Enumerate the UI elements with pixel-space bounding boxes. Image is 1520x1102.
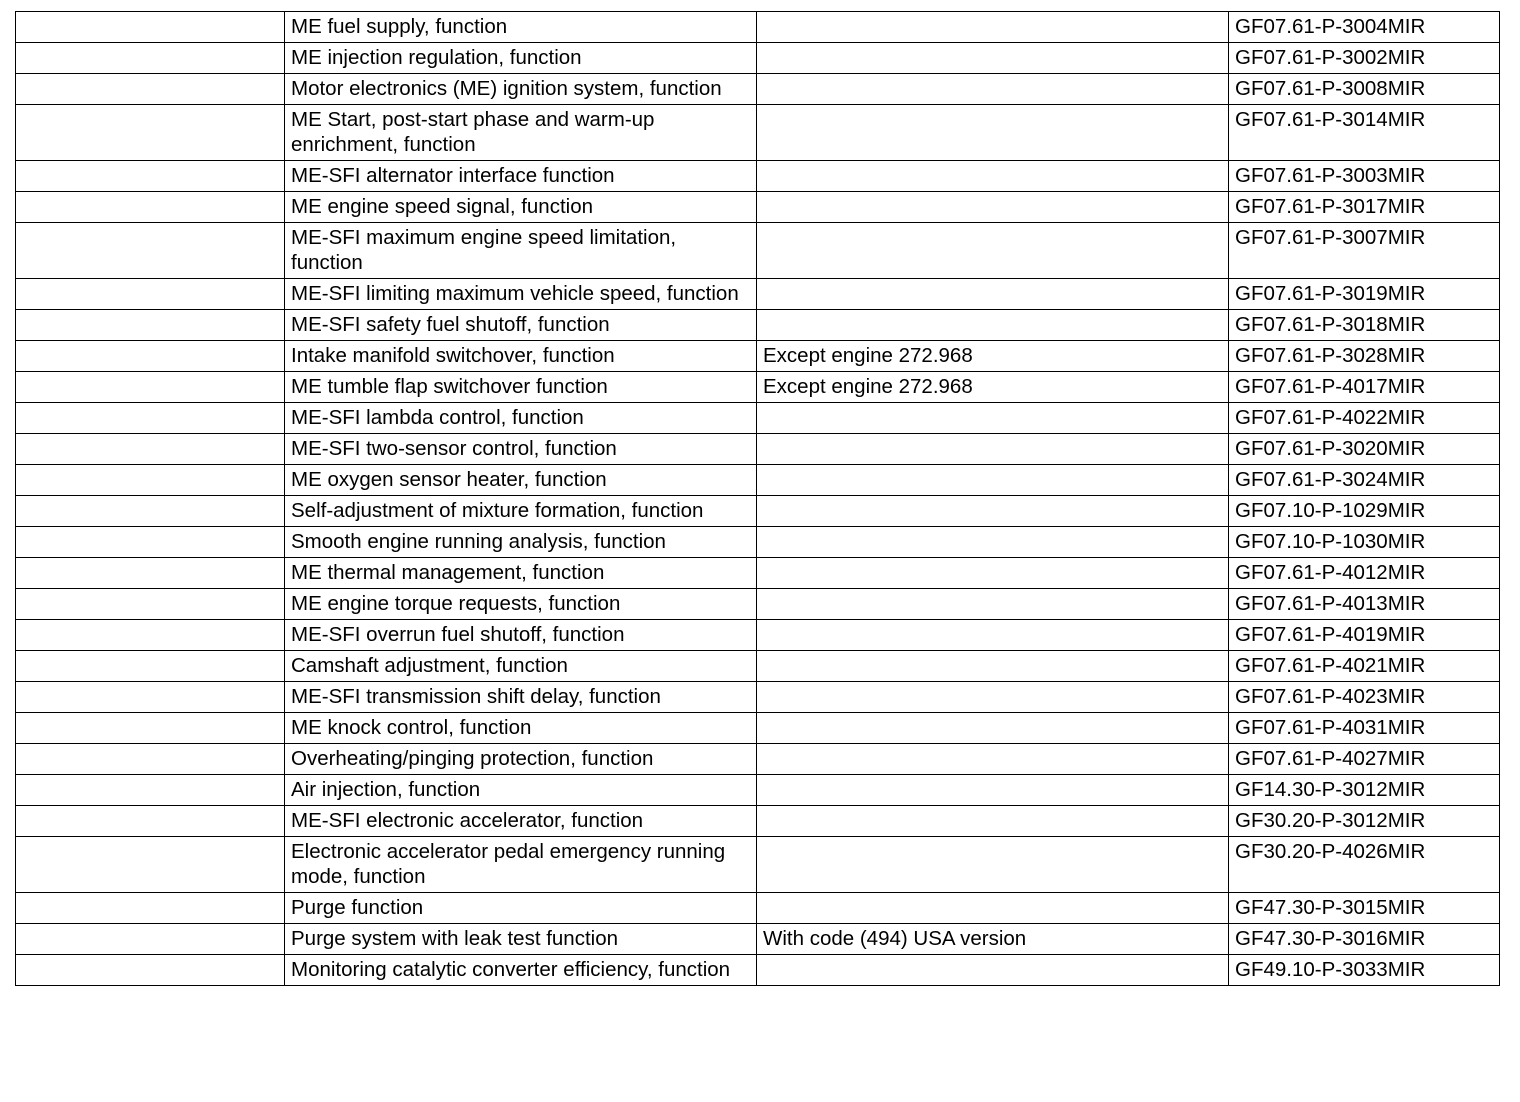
condition-cell — [757, 223, 1229, 279]
function-cell: ME thermal management, function — [285, 558, 757, 589]
table-row — [16, 527, 1500, 558]
function-cell: ME-SFI limiting maximum vehicle speed, function — [285, 279, 757, 310]
blank-cell — [16, 403, 285, 434]
function-cell: ME-SFI lambda control, function — [285, 403, 757, 434]
function-cell: Purge system with leak test function — [285, 924, 757, 955]
condition-cell — [757, 434, 1229, 465]
condition-cell — [757, 955, 1229, 986]
blank-cell — [16, 682, 285, 713]
table-row — [16, 341, 1500, 372]
function-cell: Motor electronics (ME) ignition system, function — [285, 74, 757, 105]
table-row — [16, 775, 1500, 806]
condition-cell — [757, 310, 1229, 341]
table-row — [16, 279, 1500, 310]
blank-cell — [16, 955, 285, 986]
document-number-cell: GF47.30-P-3015MIR — [1229, 893, 1500, 924]
blank-cell — [16, 558, 285, 589]
table-row — [16, 620, 1500, 651]
document-number-cell: GF07.61-P-3020MIR — [1229, 434, 1500, 465]
function-cell: ME-SFI maximum engine speed limitation, function — [285, 223, 757, 279]
blank-cell — [16, 465, 285, 496]
condition-cell — [757, 192, 1229, 223]
condition-cell — [757, 527, 1229, 558]
condition-cell — [757, 12, 1229, 43]
function-cell: ME oxygen sensor heater, function — [285, 465, 757, 496]
function-cell: ME-SFI two-sensor control, function — [285, 434, 757, 465]
function-cell: ME-SFI overrun fuel shutoff, function — [285, 620, 757, 651]
function-cell: ME-SFI transmission shift delay, function — [285, 682, 757, 713]
blank-cell — [16, 893, 285, 924]
blank-cell — [16, 12, 285, 43]
table-row — [16, 924, 1500, 955]
blank-cell — [16, 74, 285, 105]
condition-cell: Except engine 272.968 — [757, 372, 1229, 403]
document-number-cell: GF07.61-P-4022MIR — [1229, 403, 1500, 434]
function-cell: Electronic accelerator pedal emergency running mode, function — [285, 837, 757, 893]
blank-cell — [16, 806, 285, 837]
blank-cell — [16, 924, 285, 955]
table-row — [16, 713, 1500, 744]
condition-cell — [757, 43, 1229, 74]
document-number-cell: GF07.61-P-3017MIR — [1229, 192, 1500, 223]
condition-cell — [757, 744, 1229, 775]
function-cell: ME-SFI safety fuel shutoff, function — [285, 310, 757, 341]
condition-cell — [757, 620, 1229, 651]
condition-cell — [757, 893, 1229, 924]
document-number-cell: GF07.61-P-3007MIR — [1229, 223, 1500, 279]
function-cell: Intake manifold switchover, function — [285, 341, 757, 372]
condition-cell — [757, 806, 1229, 837]
condition-cell — [757, 74, 1229, 105]
document-number-cell: GF07.61-P-3018MIR — [1229, 310, 1500, 341]
table-row — [16, 310, 1500, 341]
function-cell: ME Start, post-start phase and warm-up enrichment, function — [285, 105, 757, 161]
function-cell: ME engine speed signal, function — [285, 192, 757, 223]
table-row — [16, 893, 1500, 924]
condition-cell: With code (494) USA version — [757, 924, 1229, 955]
blank-cell — [16, 223, 285, 279]
blank-cell — [16, 310, 285, 341]
document-number-cell: GF07.61-P-4021MIR — [1229, 651, 1500, 682]
table-row — [16, 372, 1500, 403]
blank-cell — [16, 775, 285, 806]
document-number-cell: GF14.30-P-3012MIR — [1229, 775, 1500, 806]
document-number-cell: GF07.61-P-3003MIR — [1229, 161, 1500, 192]
blank-cell — [16, 837, 285, 893]
table-row — [16, 651, 1500, 682]
table-row — [16, 558, 1500, 589]
document-number-cell: GF07.61-P-3014MIR — [1229, 105, 1500, 161]
table-row — [16, 682, 1500, 713]
document-number-cell: GF07.10-P-1029MIR — [1229, 496, 1500, 527]
blank-cell — [16, 372, 285, 403]
blank-cell — [16, 43, 285, 74]
function-cell: ME-SFI alternator interface function — [285, 161, 757, 192]
table-row — [16, 465, 1500, 496]
condition-cell — [757, 651, 1229, 682]
table-row — [16, 43, 1500, 74]
blank-cell — [16, 105, 285, 161]
blank-cell — [16, 192, 285, 223]
document-number-cell: GF07.61-P-4017MIR — [1229, 372, 1500, 403]
table-row — [16, 161, 1500, 192]
blank-cell — [16, 496, 285, 527]
function-cell: Self-adjustment of mixture formation, function — [285, 496, 757, 527]
table-row — [16, 12, 1500, 43]
condition-cell — [757, 403, 1229, 434]
table-row — [16, 403, 1500, 434]
table-row — [16, 837, 1500, 893]
blank-cell — [16, 589, 285, 620]
blank-cell — [16, 527, 285, 558]
function-cell: Air injection, function — [285, 775, 757, 806]
blank-cell — [16, 161, 285, 192]
function-cell: Purge function — [285, 893, 757, 924]
table-row — [16, 589, 1500, 620]
table-row — [16, 955, 1500, 986]
table-row — [16, 434, 1500, 465]
document-number-cell: GF49.10-P-3033MIR — [1229, 955, 1500, 986]
condition-cell — [757, 496, 1229, 527]
condition-cell — [757, 589, 1229, 620]
table-row — [16, 744, 1500, 775]
condition-cell — [757, 161, 1229, 192]
condition-cell — [757, 465, 1229, 496]
blank-cell — [16, 620, 285, 651]
condition-cell — [757, 279, 1229, 310]
document-number-cell: GF07.61-P-3024MIR — [1229, 465, 1500, 496]
table-body — [16, 12, 1500, 986]
condition-cell — [757, 837, 1229, 893]
document-number-cell: GF07.61-P-3008MIR — [1229, 74, 1500, 105]
condition-cell — [757, 558, 1229, 589]
blank-cell — [16, 434, 285, 465]
document-number-cell: GF07.61-P-4019MIR — [1229, 620, 1500, 651]
function-cell: ME engine torque requests, function — [285, 589, 757, 620]
document-number-cell: GF07.61-P-3002MIR — [1229, 43, 1500, 74]
function-cell: Overheating/pinging protection, function — [285, 744, 757, 775]
condition-cell — [757, 105, 1229, 161]
document-number-cell: GF30.20-P-3012MIR — [1229, 806, 1500, 837]
document-number-cell: GF07.61-P-4031MIR — [1229, 713, 1500, 744]
table-row — [16, 105, 1500, 161]
document-number-cell: GF07.61-P-4023MIR — [1229, 682, 1500, 713]
function-cell: ME injection regulation, function — [285, 43, 757, 74]
document-number-cell: GF07.61-P-3019MIR — [1229, 279, 1500, 310]
blank-cell — [16, 279, 285, 310]
blank-cell — [16, 341, 285, 372]
function-cell: ME knock control, function — [285, 713, 757, 744]
blank-cell — [16, 744, 285, 775]
table-row — [16, 74, 1500, 105]
document-number-cell: GF07.61-P-4027MIR — [1229, 744, 1500, 775]
condition-cell — [757, 775, 1229, 806]
condition-cell: Except engine 272.968 — [757, 341, 1229, 372]
document-number-cell: GF07.61-P-4013MIR — [1229, 589, 1500, 620]
document-number-cell: GF07.61-P-4012MIR — [1229, 558, 1500, 589]
blank-cell — [16, 713, 285, 744]
table-row — [16, 223, 1500, 279]
condition-cell — [757, 713, 1229, 744]
table-row — [16, 806, 1500, 837]
document-number-cell: GF30.20-P-4026MIR — [1229, 837, 1500, 893]
table-row — [16, 496, 1500, 527]
document-number-cell: GF07.61-P-3004MIR — [1229, 12, 1500, 43]
document-number-cell: GF07.61-P-3028MIR — [1229, 341, 1500, 372]
function-reference-table — [15, 11, 1500, 986]
document-number-cell: GF47.30-P-3016MIR — [1229, 924, 1500, 955]
function-cell: ME fuel supply, function — [285, 12, 757, 43]
function-cell: Smooth engine running analysis, function — [285, 527, 757, 558]
table-row — [16, 192, 1500, 223]
condition-cell — [757, 682, 1229, 713]
function-cell: Camshaft adjustment, function — [285, 651, 757, 682]
blank-cell — [16, 651, 285, 682]
function-cell: ME tumble flap switchover function — [285, 372, 757, 403]
function-cell: Monitoring catalytic converter efficiency, function — [285, 955, 757, 986]
function-cell: ME-SFI electronic accelerator, function — [285, 806, 757, 837]
document-number-cell: GF07.10-P-1030MIR — [1229, 527, 1500, 558]
